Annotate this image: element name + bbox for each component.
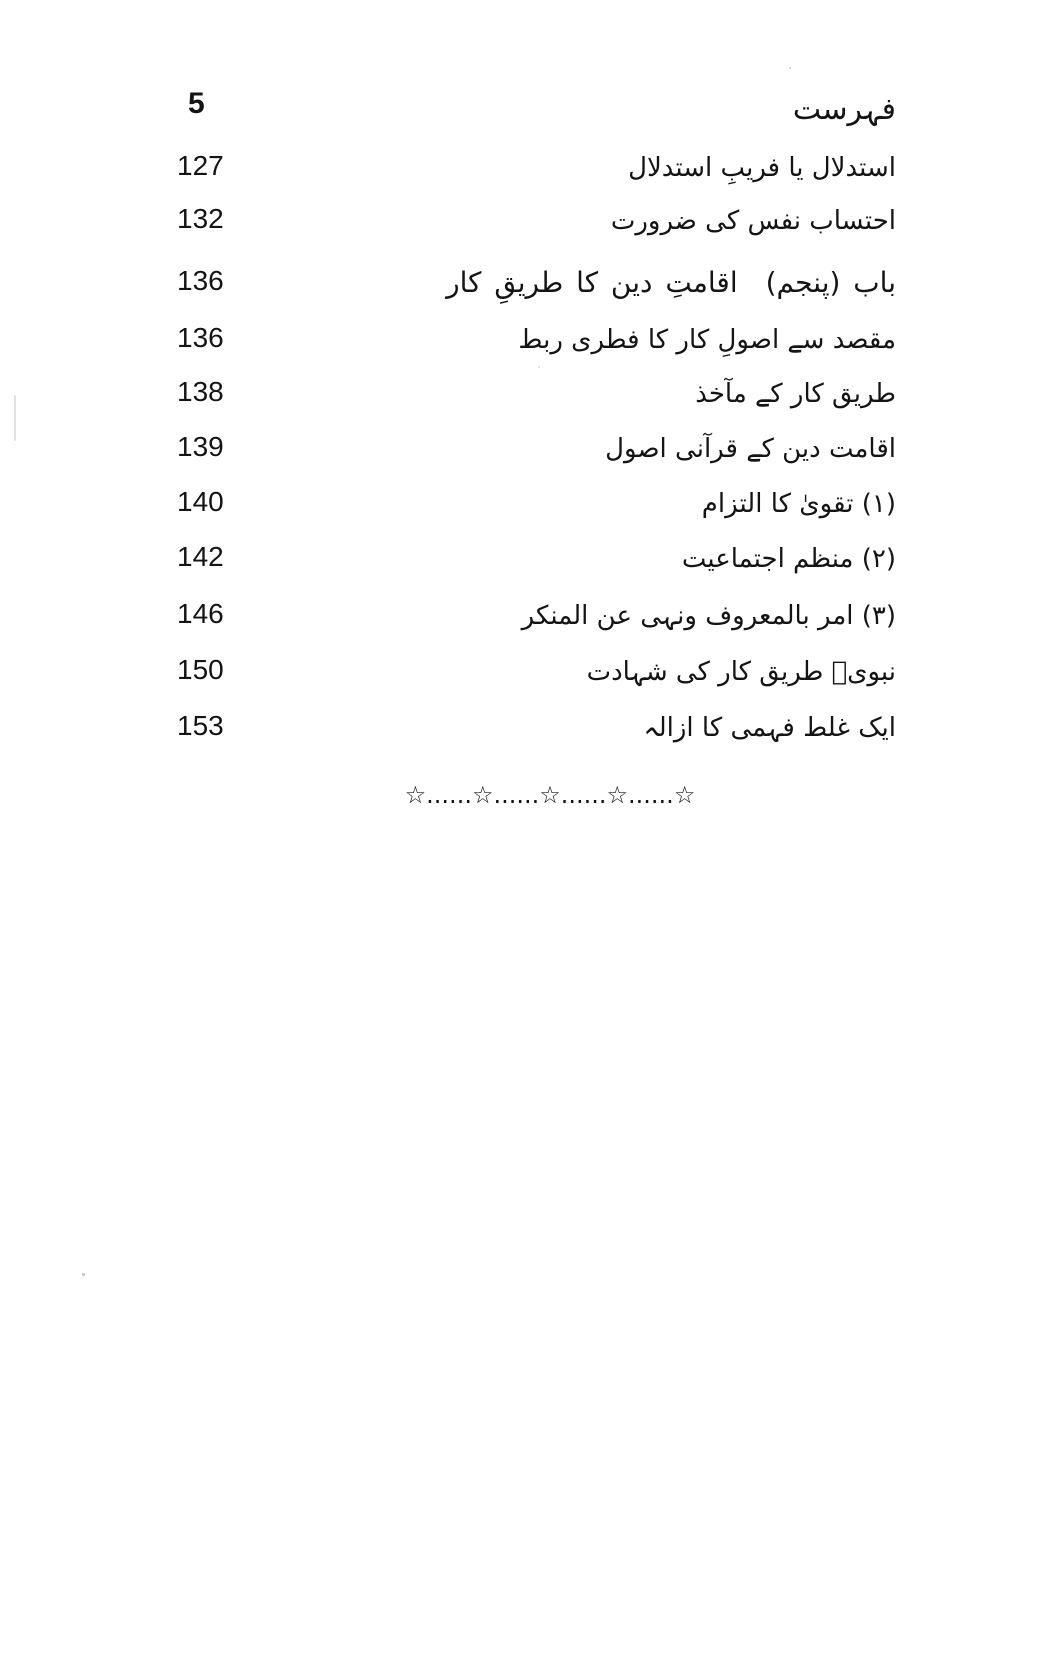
toc-entry-page: 139 <box>177 431 224 462</box>
page-number: 5 <box>188 87 205 120</box>
toc-entry-title: (۱) تقویٰ کا التزام <box>701 489 896 519</box>
toc-entry <box>0 318 1039 368</box>
toc-entry-title: اقامت دین کے قرآنی اصول <box>605 434 896 464</box>
chapter-label: باب (پنجم) <box>765 266 896 299</box>
toc-entry-title: طریق کار کے مآخذ <box>695 379 896 409</box>
star-divider: ☆......☆......☆......☆......☆ <box>404 781 696 809</box>
toc-heading: فہرست <box>792 92 896 127</box>
toc-entry-page: 153 <box>177 710 224 741</box>
toc-entry-page: 140 <box>177 486 224 517</box>
scan-speck <box>82 1273 85 1276</box>
toc-entry-page: 136 <box>177 265 224 296</box>
toc-entry-title: نبویؐ طریق کار کی شہادت <box>586 657 896 687</box>
toc-entry-page: 150 <box>177 654 224 685</box>
toc-entry <box>0 427 1039 477</box>
toc-entry <box>0 146 1039 196</box>
toc-entry-page: 127 <box>177 150 224 181</box>
toc-entry-title: (۲) منظم اجتماعیت <box>681 544 896 574</box>
toc-entry-title: احتساب نفس کی ضرورت <box>610 206 896 236</box>
toc-entry-page: 138 <box>177 376 224 407</box>
scan-speck <box>538 366 540 368</box>
chapter-title: اقامتِ دین کا طریقِ کار <box>446 266 738 299</box>
toc-entry-title: ایک غلط فہمی کا ازالہ <box>643 713 896 743</box>
toc-entry <box>0 537 1039 587</box>
toc-chapter-entry <box>0 261 1039 311</box>
toc-entry <box>0 594 1039 644</box>
toc-entry-page: 142 <box>177 541 224 572</box>
toc-entry-page: 132 <box>177 203 224 234</box>
toc-entry-page: 136 <box>177 322 224 353</box>
toc-entry <box>0 199 1039 249</box>
toc-entry-page: 146 <box>177 598 224 629</box>
toc-entry <box>0 372 1039 422</box>
toc-entry <box>0 650 1039 700</box>
toc-entry <box>0 482 1039 532</box>
toc-entry-title: مقصد سے اصولِ کار کا فطری ربط <box>518 325 896 355</box>
toc-entry-title: استدلال یا فریبِ استدلال <box>628 153 896 183</box>
toc-entry-title: (۳) امر بالمعروف ونہی عن المنکر <box>521 601 896 631</box>
scan-speck <box>789 67 791 69</box>
toc-chapter-title <box>446 263 896 303</box>
scan-mark <box>14 395 16 441</box>
toc-entry <box>0 706 1039 756</box>
